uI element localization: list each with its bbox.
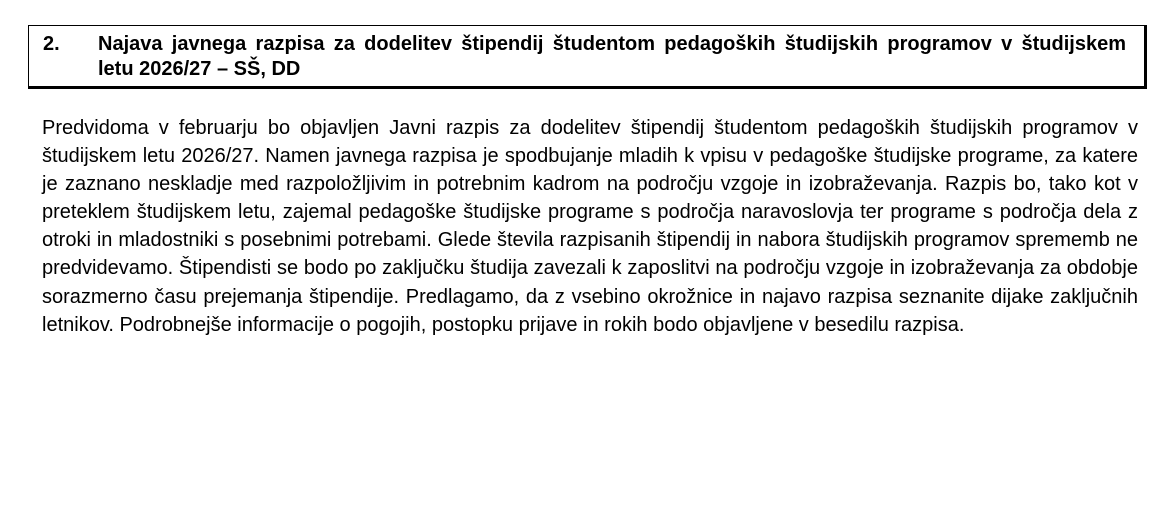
section-title: Najava javnega razpisa za dodelitev štipendij študentom pedagoških študijskih programov v študijskem letu 2026/27 – SŠ, DD xyxy=(98,33,1126,80)
section-number: 2. xyxy=(43,33,60,55)
section-heading-box xyxy=(28,25,1147,89)
section-body-paragraph: Predvidoma v februarju bo objavljen Javni razpis za dodelitev štipendij študentom pedagoških študijskih programov v študijskem letu 2026/27. Namen javnega razpisa je spodbujanje mladih k vpisu v pedagoške študijske programe, za katere je zaznano neskladje med razpoložljivim in potrebnim kadrom na področju vzgoje in izobraževanja. Razpis bo, tako kot v preteklem študijskem letu, zajemal pedagoške študijske programe s področja naravoslovja ter programe s področja dela z otroki in mladostniki s posebnimi potrebami. Glede števila razpisanih štipendij in nabora študijskih programov sprememb ne predvidevamo. Štipendisti se bodo po zaključku študija zavezali k zaposlitvi na področju vzgoje in izobraževanja za obdobje sorazmerno času prejemanja štipendije. Predlagamo, da z vsebino okrožnice in najavo razpisa seznanite dijake zaključnih letnikov. Podrobnejše informacije o pogojih, postopku prijave in rokih bodo objavljene v besedilu razpisa. xyxy=(42,117,1138,336)
